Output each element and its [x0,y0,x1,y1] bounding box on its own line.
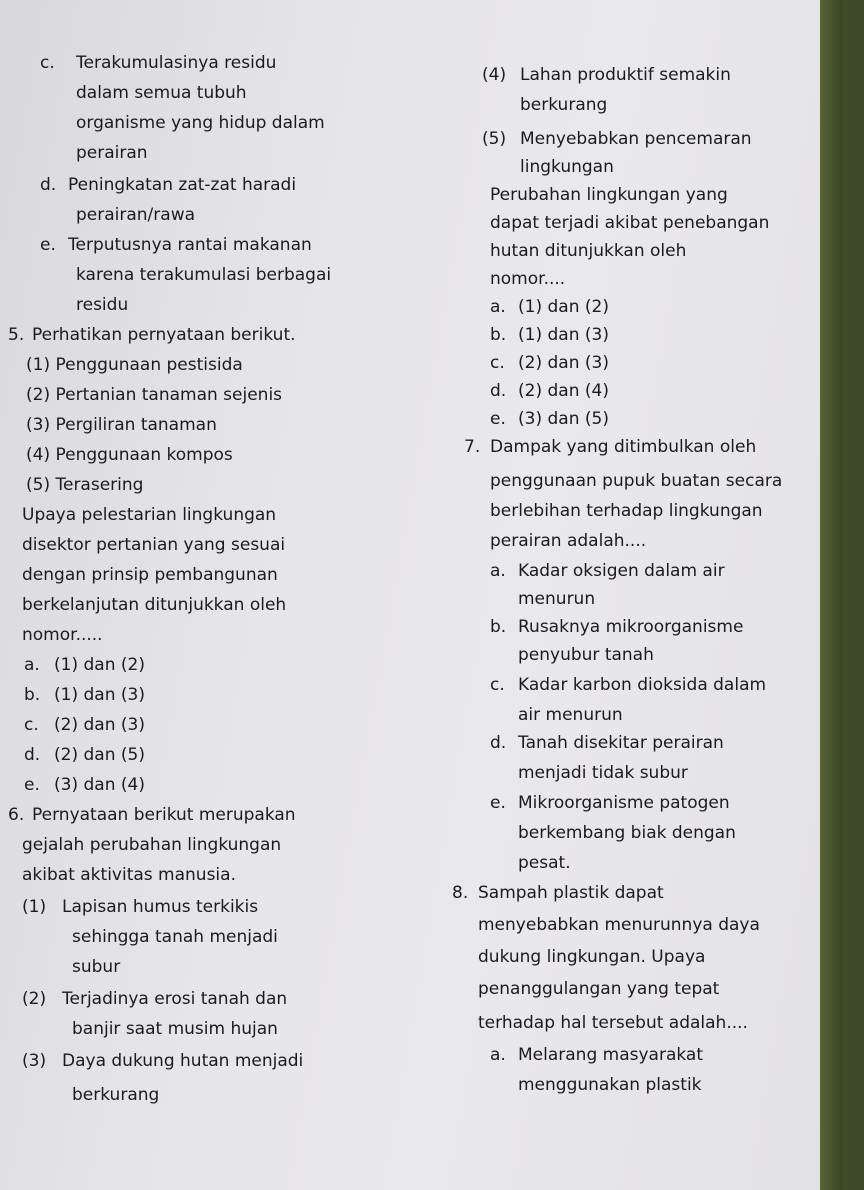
q8-stem-line: terhadap hal tersebut adalah.... [478,1013,748,1033]
q4-option-e-line: Terputusnya rantai makanan [68,235,312,255]
q8-option-prefix[interactable]: a. [490,1045,506,1065]
q5-option-text[interactable]: (3) dan (4) [54,775,145,795]
q6-option-text[interactable]: (3) dan (5) [518,409,609,429]
q6-option-prefix[interactable]: e. [490,409,506,429]
q7-option-line[interactable]: air menurun [518,705,623,725]
q5-option-text[interactable]: (2) dan (3) [54,715,145,735]
q7-option-line[interactable]: Rusaknya mikroorganisme [518,617,744,637]
q6-statement-number: (5) [482,129,507,149]
q6-statement-line: Lahan produktif semakin [520,65,731,85]
q7-option-line[interactable]: Kadar oksigen dalam air [518,561,725,581]
q6-statement-number: (2) [22,989,47,1009]
q7-stem-line: perairan adalah.... [490,531,647,551]
q6-statement-line: Lapisan humus terkikis [62,897,259,917]
q4-option-d-line: Peningkatan zat-zat haradi [68,175,297,195]
q6-statement-number: (1) [22,897,47,917]
q5-question-line: disektor pertanian yang sesuai [22,535,286,555]
q8-number: 8. [452,883,469,903]
q7-number: 7. [464,437,481,457]
q7-stem-line: penggunaan pupuk buatan secara [490,471,783,491]
q5-option-prefix[interactable]: c. [24,715,39,735]
q5-question-line: Upaya pelestarian lingkungan [22,505,277,525]
q4-option-c-line [76,48,368,78]
q7-option-line[interactable]: pesat. [518,853,571,873]
q6-stem-line: Pernyataan berikut merupakan [32,805,296,825]
q8-option-line[interactable]: Melarang masyarakat [518,1045,703,1065]
q6-option-prefix[interactable]: c. [490,353,505,373]
q8-stem-line: penanggulangan yang tepat [478,979,720,999]
q6-statement-number: (4) [482,65,507,85]
q6-statement-line: berkurang [72,1085,160,1105]
q5-statement: (1) Penggunaan pestisida [26,355,243,375]
q5-option-text[interactable]: (1) dan (2) [54,655,145,675]
q6-question-line: hutan ditunjukkan oleh [490,241,687,261]
q6-question-line: nomor.... [490,269,566,289]
q7-option-line[interactable]: berkembang biak dengan [518,823,736,843]
q4-option-c-line [76,78,386,108]
q5-statement: (5) Terasering [26,475,144,495]
q5-question-line: berkelanjutan ditunjukkan oleh [22,595,287,615]
q7-stem-line: berlebihan terhadap lingkungan [490,501,763,521]
q6-statement-line: Menyebabkan pencemaran [520,129,752,149]
q4-option-prefix: e. [40,235,56,255]
q4-option-d-line: perairan/rawa [76,205,196,225]
q7-option-line[interactable]: Tanah disekitar perairan [518,733,724,753]
q7-option-prefix[interactable]: b. [490,617,507,637]
q4-option-c-line: perairan [76,143,148,163]
q6-statement-line: berkurang [520,95,608,115]
q6-statement-line: banjir saat musim hujan [72,1019,278,1039]
q5-option-prefix[interactable]: e. [24,775,40,795]
q5-question-line: dengan prinsip pembangunan [22,565,278,585]
q4-option-e-line: karena terakumulasi berbagai [76,265,332,285]
q7-option-prefix[interactable]: d. [490,733,507,753]
q5-option-prefix[interactable]: a. [24,655,40,675]
q8-stem-line: Sampah plastik dapat [478,883,664,903]
q6-question-line: dapat terjadi akibat penebangan [490,213,770,233]
q7-stem-line: Dampak yang ditimbulkan oleh [490,437,757,457]
q6-option-prefix[interactable]: d. [490,381,507,401]
text-line: dalam semua tubuh [76,83,247,103]
q7-option-prefix[interactable]: c. [490,675,505,695]
q6-option-text[interactable]: (2) dan (4) [518,381,609,401]
q6-statement-number: (3) [22,1051,47,1071]
q6-stem-line: gejalah perubahan lingkungan [22,835,282,855]
q5-stem: Perhatikan pernyataan berikut. [32,325,296,345]
q4-option-c-line: organisme yang hidup dalam [76,113,325,133]
q5-option-text[interactable]: (1) dan (3) [54,685,145,705]
q7-option-line[interactable]: Kadar karbon dioksida dalam [518,675,767,695]
q5-statement: (4) Penggunaan kompos [26,445,233,465]
q4-option-prefix: d. [40,175,57,195]
q8-stem-line: menyebabkan menurunnya daya [478,915,760,935]
q5-question-line: nomor..... [22,625,103,645]
q4-option-prefix: c. [40,53,55,73]
q6-option-prefix[interactable]: a. [490,297,506,317]
text-line: Terakumulasinya residu [76,53,277,73]
q6-statement-line: Terjadinya erosi tanah dan [62,989,288,1009]
q8-stem-line: dukung lingkungan. Upaya [478,947,706,967]
page-edge-shadow [820,0,842,1190]
q4-option-e-line: residu [76,295,129,315]
q6-statement-line: subur [72,957,121,977]
q7-option-line[interactable]: Mikroorganisme patogen [518,793,730,813]
q5-option-text[interactable]: (2) dan (5) [54,745,145,765]
q5-statement: (3) Pergiliran tanaman [26,415,217,435]
q5-number: 5. [8,325,25,345]
q7-option-line[interactable]: menjadi tidak subur [518,763,688,783]
q7-option-line[interactable]: menurun [518,589,596,609]
q6-stem-line: akibat aktivitas manusia. [22,865,236,885]
q5-option-prefix[interactable]: b. [24,685,41,705]
q7-option-prefix[interactable]: a. [490,561,506,581]
q6-option-text[interactable]: (2) dan (3) [518,353,609,373]
q6-statement-line: sehingga tanah menjadi [72,927,278,947]
q6-option-text[interactable]: (1) dan (3) [518,325,609,345]
q6-question-line: Perubahan lingkungan yang [490,185,728,205]
q7-option-prefix[interactable]: e. [490,793,506,813]
q7-option-line[interactable]: penyubur tanah [518,645,654,665]
q6-option-prefix[interactable]: b. [490,325,507,345]
q8-option-line[interactable]: menggunakan plastik [518,1075,702,1095]
q6-statement-line: lingkungan [520,157,614,177]
q5-statement: (2) Pertanian tanaman sejenis [26,385,283,405]
q6-option-text[interactable]: (1) dan (2) [518,297,609,317]
q6-number: 6. [8,805,25,825]
q6-statement-line: Daya dukung hutan menjadi [62,1051,304,1071]
q5-option-prefix[interactable]: d. [24,745,41,765]
